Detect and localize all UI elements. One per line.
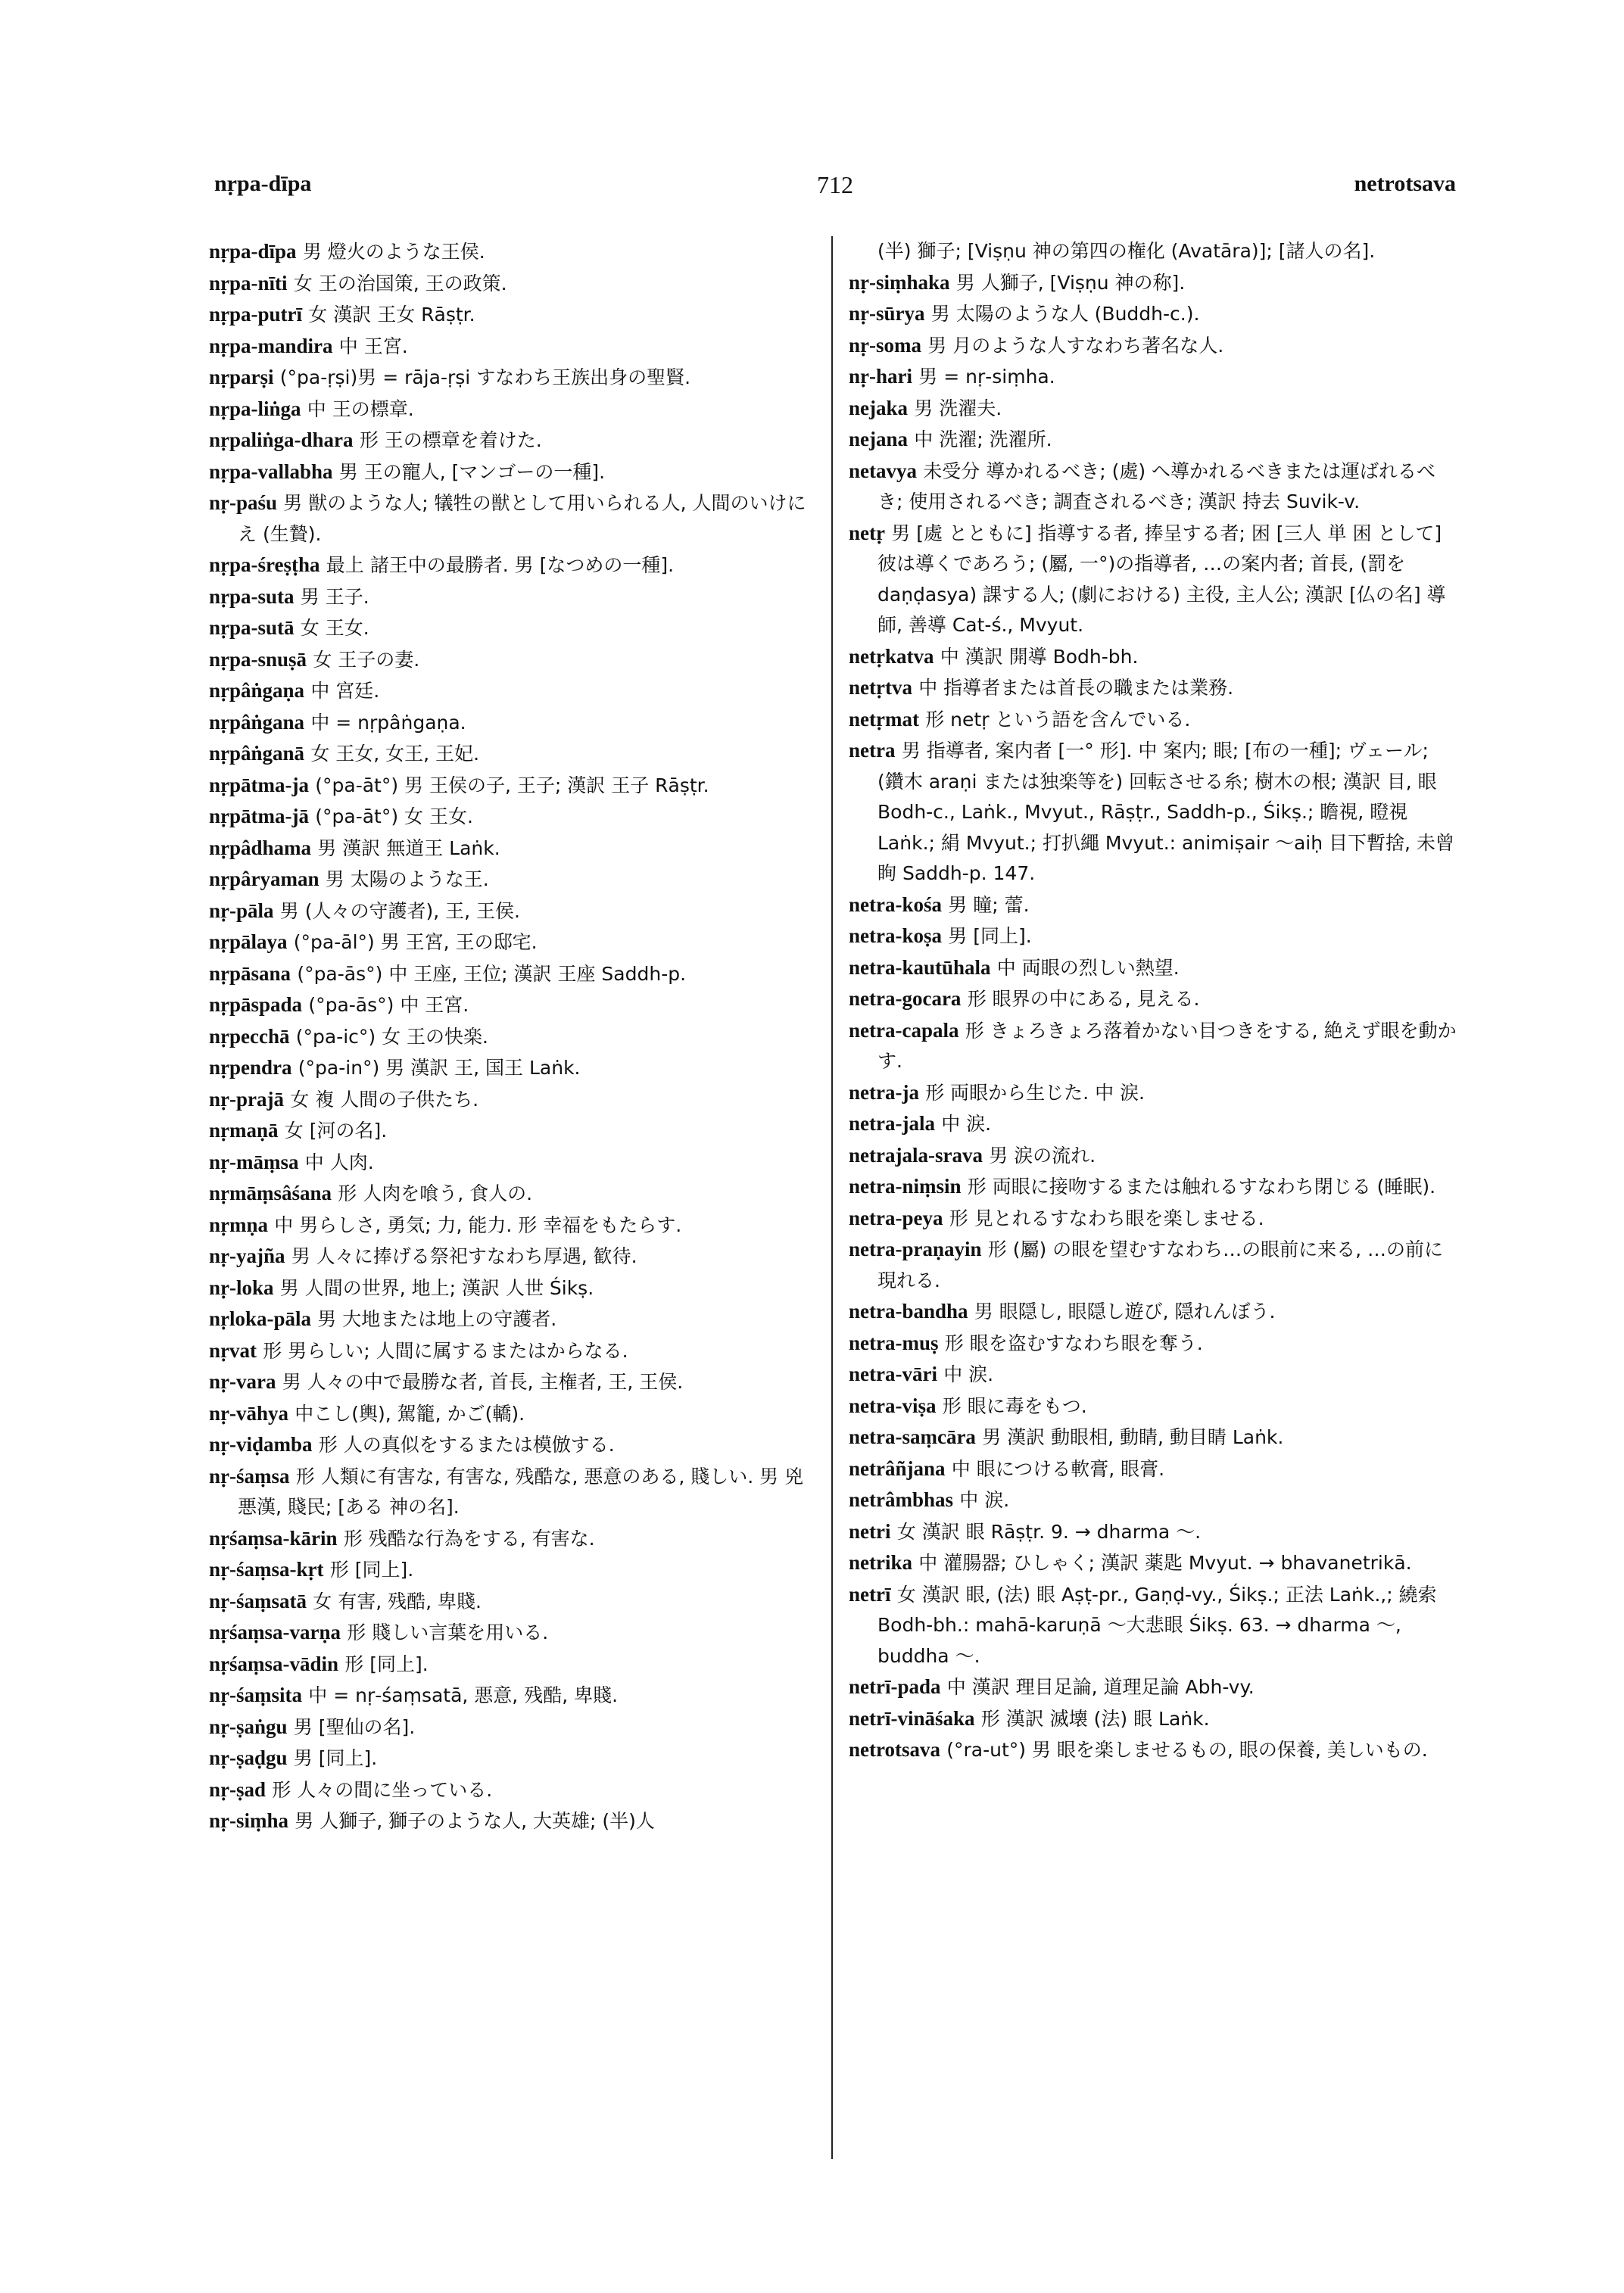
dictionary-entry: [209, 1241, 818, 1273]
entry-definition: (半) 獅子; [Viṣṇu 神の第四の権化 (Avatāra)]; [諸人の名].: [877, 240, 1376, 262]
entry-definition: 女 王女, 女王, 王妃.: [310, 743, 480, 765]
entry-headword: netṛ: [849, 521, 885, 544]
entry-headword: netra-capala: [849, 1018, 959, 1042]
dictionary-entry: [849, 1203, 1458, 1235]
entry-definition: 中 = nṛpâṅgaṇa.: [310, 711, 466, 734]
header-left-guideword: nṛpa-dīpa: [214, 171, 312, 196]
entry-headword: netra-kautūhala: [849, 955, 991, 979]
entry-definition: 中 灌腸器; ひしゃく; 漢訳 薬匙 Mvyut. → bhavanetrikā.: [918, 1552, 1412, 1574]
entry-headword: nejaka: [849, 396, 909, 419]
entry-definition: 男 瞳; 蕾.: [948, 893, 1030, 916]
entry-definition: 形 両眼から生じた. 中 涙.: [925, 1081, 1145, 1104]
entry-headword: nṛ-ṣaṅgu: [209, 1715, 288, 1738]
entry-headword: nṛ-loka: [209, 1276, 274, 1299]
entry-headword: nṛ-māṃsa: [209, 1150, 299, 1173]
entry-headword: netra: [849, 739, 896, 762]
entry-headword: nṛpâdhama: [209, 836, 312, 859]
entry-definition: (°ra-ut°) 男 眼を楽しませるもの, 眼の保養, 美しいもの.: [946, 1739, 1428, 1761]
running-head: [214, 171, 1456, 201]
entry-definition: (°pa-ic°) 女 王の快楽.: [295, 1025, 488, 1048]
dictionary-entry: [209, 1210, 818, 1242]
dictionary-entry: [849, 267, 1458, 299]
dictionary-entry: [849, 1171, 1458, 1203]
page-number: 712: [817, 171, 853, 198]
entry-definition: 形 人類に有害な, 有害な, 残酷な, 悪意のある, 賤しい. 男 兇悪漢, 賤民; [ある 神の名].: [238, 1465, 804, 1518]
dictionary-entry: [849, 1391, 1458, 1422]
entry-definition: 男 指導者, 案内者 [一° 形]. 中 案内; 眼; [布の一種]; ヴェール; (鑽木 araṇi または独楽等を) 回転させる糸; 樹木の根; 漢訳 目, 眼 Bodh-c., Laṅk., Mvyut., Rāṣṭr., Saddh-p., Śikṣ.; 瞻視, 瞪視 Laṅk.; 絹 Mvyut.; 打扒繩 Mvyut.: animiṣair ～aiḥ 目下暫捨, 未曾眴 Saddh-p. 147.: [877, 740, 1454, 884]
dictionary-entry: [849, 889, 1458, 921]
header-right-guideword: netrotsava: [1354, 171, 1456, 196]
entry-headword: nṛpendra: [209, 1056, 292, 1079]
entry-headword: netrotsava: [849, 1738, 940, 1761]
dictionary-entry: [209, 896, 818, 927]
dictionary-entry: [209, 1178, 818, 1210]
dictionary-entry: [209, 1021, 818, 1053]
dictionary-entry: [849, 1077, 1458, 1109]
entry-headword: nṛ-ṣaḍgu: [209, 1746, 288, 1769]
dictionary-entry: [209, 394, 818, 425]
dictionary-entry: [209, 612, 818, 644]
entry-headword: netra-koṣa: [849, 924, 942, 947]
entry-definition: 男 月のような人すなわち著名な人.: [927, 334, 1224, 357]
dictionary-entry: [209, 488, 818, 550]
entry-definition: 男 洗濯夫.: [914, 397, 1002, 419]
entry-definition: 形 人の真似をするまたは模倣する.: [318, 1434, 615, 1456]
dictionary-entry: [209, 425, 818, 456]
entry-definition: 中 王宮.: [338, 335, 408, 357]
entry-definition: 中 漢訳 開導 Bodh-bh.: [940, 645, 1139, 668]
dictionary-entry: [849, 456, 1458, 518]
entry-definition: 形 [同上].: [329, 1559, 414, 1581]
entry-headword: nejana: [849, 428, 909, 450]
entry-definition: 形 残酷な行為をする, 有害な.: [343, 1527, 595, 1550]
dictionary-entry: [209, 770, 818, 802]
entry-headword: nṛpa-mandira: [209, 334, 333, 357]
dictionary-entry: [849, 330, 1458, 362]
left-column: [209, 236, 818, 2174]
entry-headword: nṛpa-putrī: [209, 303, 303, 326]
entry-headword: nṛpāsana: [209, 961, 291, 985]
dictionary-entry: [209, 456, 818, 488]
entry-definition: 形 眼界の中にある, 見える.: [967, 988, 1200, 1010]
entry-definition: 中 両眼の烈しい熱望.: [996, 956, 1180, 979]
entry-headword: nṛpâṅgana: [209, 710, 305, 734]
entry-headword: nṛpa-dīpa: [209, 240, 297, 263]
entry-headword: nṛśaṃsa-vādin: [209, 1652, 339, 1675]
entry-headword: netrī-pada: [849, 1675, 941, 1698]
entry-definition: 形 見とれるすなわち眼を楽しませる.: [949, 1207, 1264, 1229]
entry-headword: nṛpātma-ja: [209, 773, 309, 796]
entry-headword: nṛ-śaṃsa-kṛt: [209, 1558, 324, 1581]
entry-definition: 男 = nṛ-siṃha.: [918, 366, 1055, 388]
entry-headword: nṛśaṃsa-kārin: [209, 1526, 338, 1550]
entry-headword: netra-praṇayin: [849, 1238, 982, 1260]
entry-headword: nṛ-siṃha: [209, 1809, 289, 1832]
entry-headword: netrī-vināśaka: [849, 1706, 975, 1730]
entry-definition: 男 燈火のような王侯.: [302, 241, 485, 263]
dictionary-entry: [209, 1273, 818, 1304]
entry-definition: 女 王女.: [300, 617, 369, 639]
dictionary-entry: [209, 1366, 818, 1398]
dictionary-entry: [849, 1359, 1458, 1391]
entry-headword: netra-kośa: [849, 893, 942, 916]
entry-headword: nṛpaliṅga-dhara: [209, 428, 354, 451]
entry-definition: 形 (屬) の眼を望むすなわち…の眼前に来る, …の前に現れる.: [877, 1238, 1444, 1291]
dictionary-entry: [849, 1422, 1458, 1453]
entry-headword: nṛ-paśu: [209, 491, 278, 514]
entry-definition: 男 [同上].: [293, 1747, 378, 1769]
entry-definition: 女 漢訳 眼 Rāṣṭr. 9. → dharma ～.: [896, 1520, 1202, 1543]
entry-definition: 女 複 人間の子供たち.: [290, 1088, 479, 1111]
entry-definition: 男 漢訳 動眼相, 動睛, 動目睛 Laṅk.: [982, 1426, 1284, 1448]
dictionary-entry: [849, 1328, 1458, 1360]
entry-headword: nṛ-soma: [849, 333, 921, 357]
entry-definition: 男 漢訳 無道王 Laṅk.: [317, 837, 500, 859]
entry-definition: 中 人肉.: [304, 1151, 374, 1173]
dictionary-entry: [849, 1671, 1458, 1703]
entry-headword: nṛpa-liṅga: [209, 397, 301, 420]
dictionary-entry: [849, 1015, 1458, 1077]
dictionary-entry: [209, 958, 818, 990]
dictionary-entry: [209, 1147, 818, 1179]
entry-definition: 女 漢訳 王女 Rāṣṭr.: [308, 304, 475, 326]
dictionary-entry: [209, 1554, 818, 1586]
entry-definition: 未受分 導かれるべき; (處) へ導かれるべきまたは運ばれるべき; 使用されるべき; 調査されるべき; 漢訳 持去 Suvik-v.: [877, 460, 1436, 512]
entry-definition: 男 王の寵人, [マンゴーの一種].: [338, 460, 606, 483]
entry-headword: nṛ-pāla: [209, 899, 274, 922]
right-column: [849, 236, 1458, 2174]
entry-headword: nṛpa-sutā: [209, 616, 295, 639]
entry-headword: nṛpâṅgaṇa: [209, 679, 305, 702]
entry-definition: 男 太陽のような王.: [325, 868, 489, 890]
entry-definition: 形 男らしい; 人間に属するまたはからなる.: [263, 1339, 628, 1362]
dictionary-entry: [209, 675, 818, 707]
column-divider: [831, 236, 833, 2159]
dictionary-entry: [209, 581, 818, 613]
entry-definition: 中 涙.: [941, 1113, 992, 1135]
entry-definition: 男 獣のような人; 犠牲の獣として用いられる人, 人間のいけにえ (生贄).: [238, 492, 806, 545]
dictionary-entry: [209, 1429, 818, 1461]
entry-headword: netra-muṣ: [849, 1331, 939, 1354]
entry-definition: 男 眼隠し, 眼隠し遊び, 隠れんぼう.: [974, 1301, 1276, 1323]
entry-headword: netṛmat: [849, 707, 919, 731]
entry-definition: 形 人々の間に坐っている.: [272, 1778, 493, 1801]
entry-definition: 中 = nṛ-śaṃsatā, 悪意, 残酷, 卑賤.: [308, 1684, 619, 1706]
entry-headword: nṛmaṇā: [209, 1119, 279, 1142]
entry-headword: nṛparṣi: [209, 366, 274, 388]
entry-headword: nṛpa-snuṣā: [209, 647, 307, 671]
dictionary-entry: [209, 1052, 818, 1084]
dictionary-entry: [209, 801, 818, 833]
dictionary-entry: [209, 1680, 818, 1712]
entry-headword: nṛmāṃsâśana: [209, 1182, 332, 1204]
entry-headword: netra-peya: [849, 1206, 943, 1229]
entry-definition: (°pa-ṛṣi)男 = rāja-ṛṣi すなわち王族出身の聖賢.: [279, 366, 691, 388]
dictionary-entry: [209, 1586, 818, 1618]
dictionary-entry: [849, 1296, 1458, 1328]
dictionary-entry: [849, 1734, 1458, 1766]
entry-definition: 男 人間の世界, 地上; 漢訳 人世 Śikṣ.: [279, 1276, 594, 1299]
entry-headword: nṛ-siṃhaka: [849, 270, 950, 294]
dictionary-entry: [849, 1453, 1458, 1485]
entry-definition: 形 両眼に接吻するまたは触れるすなわち閉じる (睡眠).: [967, 1176, 1436, 1198]
dictionary-entry: [849, 952, 1458, 984]
entry-headword: nṛ-vara: [209, 1370, 276, 1393]
entry-headword: nṛpāspada: [209, 993, 303, 1016]
entry-headword: nṛ-yajña: [209, 1245, 285, 1267]
dictionary-entry: [849, 1703, 1458, 1735]
dictionary-entry: [209, 268, 818, 300]
dictionary-entry: [209, 927, 818, 958]
entry-headword: nṛ-śaṃsita: [209, 1684, 302, 1706]
entry-headword: netra-bandha: [849, 1300, 968, 1323]
dictionary-entry: [849, 1516, 1458, 1548]
entry-definition: 男 [處 とともに] 指導する者, 捧呈する者; 困 [三人 単 困 として] 彼は導くであろう; (屬, 一°)の指導者, …の案内者; 首長, (罰を daṇḍasya) 課する人; (劇における) 主役, 主人公; 漢訳 [仏の名] 導師, 善導 Cat-ś., Mvyut.: [877, 522, 1446, 636]
entry-definition: 女 [河の名].: [284, 1120, 388, 1142]
entry-definition: 形 賤しい言葉を用いる.: [347, 1622, 549, 1643]
entry-headword: nṛpâryaman: [209, 868, 320, 890]
dictionary-entry: [209, 1523, 818, 1555]
entry-definition: 男 人々に捧げる祭祀すなわち厚遇, 歓待.: [291, 1245, 637, 1267]
entry-definition: 男 王子.: [300, 585, 369, 608]
dictionary-entry: [849, 704, 1458, 736]
entry-definition: 女 漢訳 眼, (法) 眼 Aṣṭ-pr., Gaṇḍ-vy., Śikṣ.; 正法 Laṅk.,; 繞索 Bodh-bh.: mahā-karuṇā ～大悲眼 Śikṣ. 63. → dharma ～, buddha ～.: [877, 1583, 1437, 1667]
dictionary-entry: [209, 299, 818, 331]
dictionary-entry: [849, 735, 1458, 889]
entry-headword: nṛpātma-jā: [209, 805, 309, 827]
entry-definition: (°pa-āl°) 男 王宮, 王の邸宅.: [293, 931, 538, 953]
dictionary-entry: [209, 1617, 818, 1649]
entry-definition: 男 涙の流れ.: [989, 1144, 1096, 1167]
dictionary-entry: [209, 550, 818, 581]
entry-definition: 中 涙.: [959, 1489, 1010, 1511]
entry-headword: nṛ-śaṃsa: [209, 1464, 290, 1488]
entry-definition: 男 人々の中で最勝な者, 首長, 主権者, 王, 王侯.: [282, 1371, 684, 1393]
entry-definition: 中こし(輿), 駕籠, かご(轎).: [295, 1402, 525, 1425]
dictionary-entry: [849, 983, 1458, 1015]
entry-headword: nṛmṇa: [209, 1213, 269, 1236]
entry-definition: 中 宮廷.: [310, 680, 380, 702]
dictionary-entry: [209, 1649, 818, 1681]
dictionary-entry: [209, 1712, 818, 1743]
entry-headword: nṛ-ṣad: [209, 1777, 267, 1801]
entry-headword: nṛpecchā: [209, 1024, 290, 1048]
entry-definition: 女 王子の妻.: [313, 648, 420, 671]
dictionary-entry: [209, 1115, 818, 1147]
entry-headword: nṛpa-nīti: [209, 271, 288, 294]
dictionary-entry: [849, 236, 1458, 267]
entry-definition: 形 きょろきょろ落着かない目つきをする, 絶えず眼を動かす.: [877, 1019, 1457, 1072]
dictionary-entry: [209, 1774, 818, 1806]
dictionary-entry: [209, 1304, 818, 1335]
dictionary-entry: [209, 1084, 818, 1116]
dictionary-entry: [849, 518, 1458, 641]
entry-definition: 形 人肉を喰う, 食人の.: [338, 1182, 533, 1204]
dictionary-entry: [849, 298, 1458, 330]
entry-definition: 形 netṛ という語を含んでいる.: [925, 708, 1191, 731]
dictionary-entry: [849, 1485, 1458, 1516]
entry-definition: 中 男らしさ, 勇気; 力, 能力. 形 幸福をもたらす.: [274, 1213, 682, 1236]
entry-headword: netra-jala: [849, 1112, 935, 1135]
entry-headword: netra-saṃcāra: [849, 1425, 976, 1448]
entry-definition: (°pa-ās°) 中 王座, 王位; 漢訳 王座 Saddh-p.: [297, 962, 687, 985]
entry-definition: (°pa-āt°) 女 王女.: [315, 805, 473, 827]
dictionary-entry: [849, 424, 1458, 456]
dictionary-entry: [849, 393, 1458, 425]
entry-headword: netṛkatva: [849, 644, 934, 668]
entry-definition: 最上 諸王中の最勝者. 男 [なつめの一種].: [326, 554, 675, 576]
dictionary-entry: [209, 989, 818, 1021]
dictionary-entry: [209, 1461, 818, 1523]
entry-definition: 男 人獅子, 獅子のような人, 大英雄; (半)人: [295, 1810, 655, 1832]
entry-headword: nṛpālaya: [209, 930, 288, 953]
entry-definition: 形 [同上].: [344, 1653, 429, 1675]
dictionary-entry: [209, 644, 818, 676]
dictionary-body: [209, 236, 1458, 2174]
entry-definition: 男 大地または地上の守護者.: [317, 1308, 557, 1330]
entry-headword: nṛ-hari: [849, 365, 912, 388]
dictionary-entry: [209, 331, 818, 363]
entry-definition: 女 王の治国策, 王の政策.: [293, 272, 507, 294]
dictionary-entry: [209, 362, 818, 394]
dictionary-entry: [849, 1140, 1458, 1172]
entry-definition: 中 王の標章.: [307, 397, 414, 420]
entry-headword: nṛ-viḍamba: [209, 1433, 313, 1456]
entry-headword: nṛpa-suta: [209, 584, 295, 608]
entry-headword: nṛ-śaṃsatā: [209, 1589, 307, 1612]
entry-definition: (°pa-ās°) 中 王宮.: [308, 994, 469, 1016]
entry-definition: 男 [同上].: [948, 925, 1032, 947]
dictionary-entry: [209, 864, 818, 896]
entry-headword: nṛ-prajā: [209, 1087, 284, 1111]
entry-headword: netra-gocara: [849, 987, 962, 1010]
dictionary-entry: [849, 1579, 1458, 1672]
entry-definition: 形 漢訳 滅壊 (法) 眼 Laṅk.: [980, 1707, 1210, 1730]
entry-definition: (°pa-in°) 男 漢訳 王, 国王 Laṅk.: [298, 1057, 581, 1079]
dictionary-entry: [209, 833, 818, 865]
entry-headword: nṛpa-śreṣṭha: [209, 553, 320, 576]
entry-headword: netri: [849, 1519, 891, 1543]
entry-headword: netra-viṣa: [849, 1394, 937, 1417]
entry-headword: netrika: [849, 1551, 912, 1574]
dictionary-entry: [849, 921, 1458, 952]
entry-definition: 男 [聖仙の名].: [293, 1715, 416, 1738]
dictionary-entry: [209, 236, 818, 268]
entry-definition: 形 眼に毒をもつ.: [942, 1394, 1087, 1417]
entry-headword: nṛśaṃsa-varṇa: [209, 1621, 341, 1643]
dictionary-entry: [849, 641, 1458, 673]
entry-definition: 男 太陽のような人 (Buddh-c.).: [930, 303, 1200, 325]
entry-headword: netrâmbhas: [849, 1488, 954, 1511]
entry-headword: nṛ-sūrya: [849, 302, 925, 325]
entry-headword: netṛtva: [849, 676, 912, 699]
dictionary-entry: [849, 361, 1458, 393]
entry-definition: 男 人獅子, [Viṣṇu 神の称].: [955, 271, 1186, 294]
entry-headword: nṛ-vāhya: [209, 1401, 289, 1425]
entry-definition: 中 指導者または首長の職または業務.: [918, 677, 1234, 699]
dictionary-entry: [209, 1805, 818, 1837]
entry-headword: netra-ja: [849, 1080, 919, 1104]
entry-headword: netavya: [849, 459, 917, 482]
entry-definition: 中 眼につける軟膏, 眼膏.: [951, 1457, 1165, 1480]
entry-headword: nṛvat: [209, 1338, 257, 1362]
entry-definition: 中 漢訳 理目足論, 道理足論 Abh-vy.: [946, 1676, 1255, 1698]
entry-headword: netrī: [849, 1582, 891, 1606]
dictionary-entry: [209, 1743, 818, 1774]
entry-headword: netrajala-srava: [849, 1143, 983, 1167]
dictionary-entry: [209, 1335, 818, 1367]
entry-definition: 形 眼を盗むすなわち眼を奪う.: [944, 1332, 1203, 1354]
entry-definition: 中 洗濯; 洗濯所.: [914, 428, 1052, 450]
entry-definition: 中 涙.: [943, 1363, 994, 1385]
entry-definition: 女 有害, 残酷, 卑賤.: [313, 1590, 482, 1612]
entry-headword: nṛloka-pāla: [209, 1307, 312, 1330]
entry-definition: (°pa-āt°) 男 王侯の子, 王子; 漢訳 王子 Rāṣṭr.: [315, 774, 709, 796]
entry-headword: netrâñjana: [849, 1456, 946, 1480]
dictionary-entry: [849, 1547, 1458, 1579]
dictionary-entry: [849, 1108, 1458, 1140]
entry-headword: netra-niṃsin: [849, 1175, 962, 1198]
dictionary-entry: [849, 672, 1458, 704]
entry-headword: nṛpâṅganā: [209, 742, 305, 765]
dictionary-entry: [849, 1234, 1458, 1296]
entry-definition: 形 王の標章を着けた.: [359, 429, 542, 451]
entry-headword: netra-vāri: [849, 1363, 937, 1385]
dictionary-entry: [209, 1398, 818, 1430]
dictionary-entry: [209, 707, 818, 739]
dictionary-entry: [209, 738, 818, 770]
entry-headword: nṛpa-vallabha: [209, 460, 333, 483]
entry-definition: 男 (人々の守護者), 王, 王侯.: [279, 899, 520, 922]
